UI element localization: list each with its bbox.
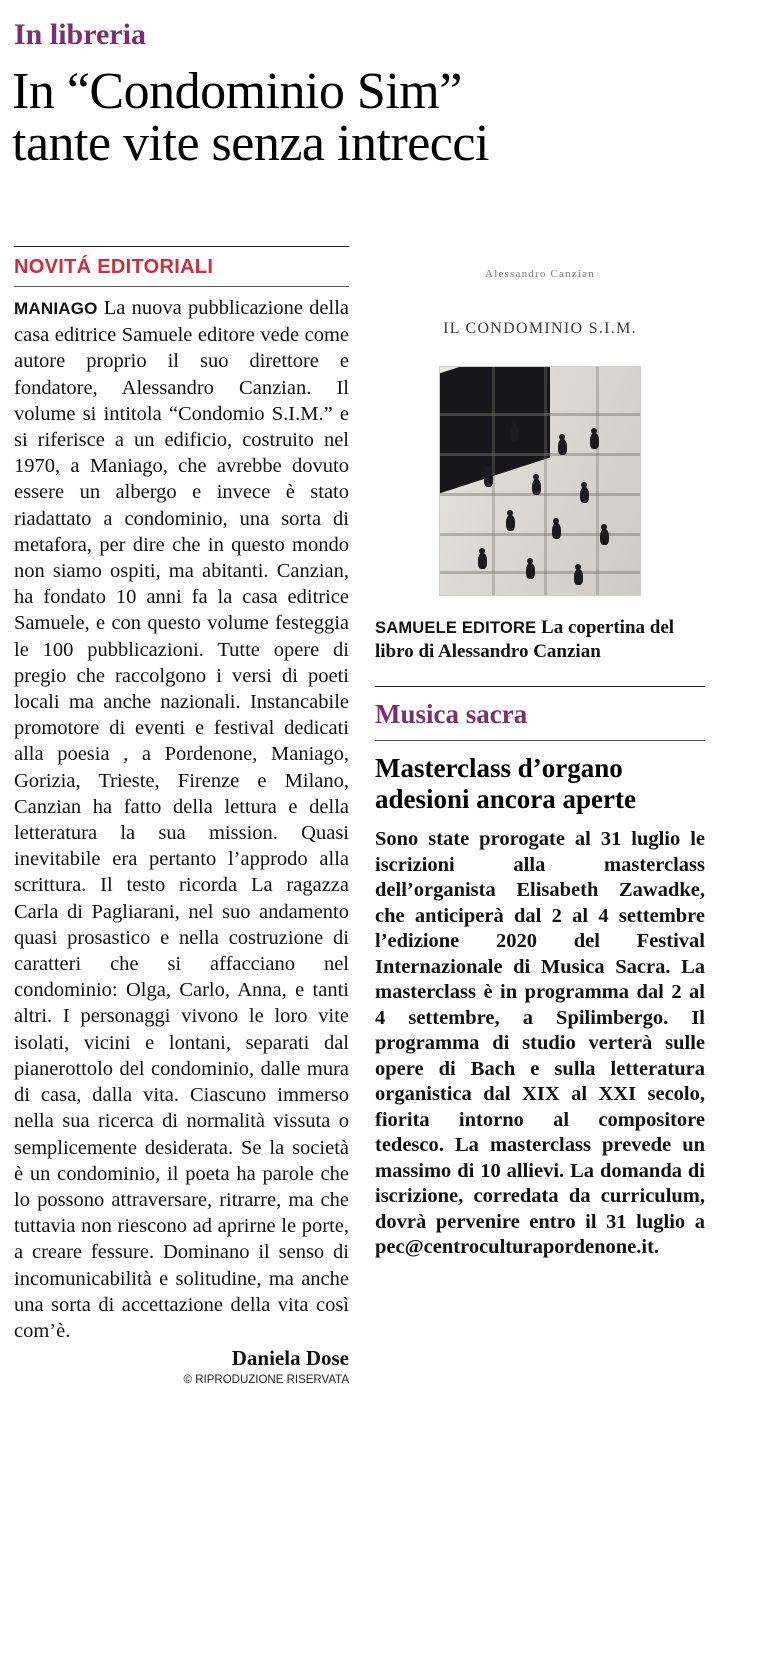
headline-line-2: tante vite senza intrecci [12,115,489,172]
cover-photo-figure [580,487,589,503]
divider-under-secondary-kicker [375,740,705,741]
article-kicker: In libreria [14,18,146,51]
divider-under-section-label [14,286,349,287]
byline: Daniela Dose [231,1346,349,1371]
photo-credit: SAMUELE EDITORE [375,619,537,637]
cover-photo-figure [590,433,599,449]
book-cover-image [375,268,705,596]
right-column [375,246,705,1261]
cover-photo-band [440,571,640,574]
secondary-headline-line-1: Masterclass d’organo [375,753,623,783]
cover-photo-figure [552,523,561,539]
cover-photo-band [440,453,640,456]
cover-photo-figure [510,425,519,441]
secondary-headline-line-2: adesioni ancora aperte [375,784,636,814]
cover-author-text: Alessandro Canzian [485,268,595,280]
headline-line-1: In “Condominio Sim” [12,63,462,120]
cover-photo-figure [526,563,535,579]
cover-photo-band [440,413,640,416]
secondary-kicker: Musica sacra [375,699,528,729]
cover-photo-column [596,367,599,595]
cover-photo-figure [506,515,515,531]
photo-caption-text: La copertina del libro di Alessandro Canzian [375,617,675,662]
article-body-text: La nuova pubblicazione della casa editrice Samuele editore vede come autore proprio il suo direttore e fondatore, Alessandro Canzian. Il volume si intitola “Condomio S.I.M.” e si riferisce a un edificio, costruito nel 1970, a Maniago, che avrebbe dovuto essere un albergo e invece è stato riadattato a condominio, una sorta di metafora, per dire che in questo mondo non siamo ospiti, ma abitanti. Canzian, ha fondato 10 anni fa la casa editrice Samuele, e con questo volume festeggia le 100 pubblicazioni. Tutte opere di pregio che raccolgono i versi di poeti locali ma anche nazionali. Instancabile promotore di eventi e festival dedicati alla poesia , a Pordenone, Maniago, Gorizia, Trieste, Firenze e Milano, Canzian ha fatto della lettura e della letteratura la sua mission. Quasi inevitabile era pertanto l’approdo alla scrittura. Il testo ricorda La ragazza Carla di Pagliarani, nel suo andamento quasi prosastico e nella costruzione di caratteri che si affacciano nel condominio: Olga, Carlo, Anna, e tanti altri. I personaggi vivono le loro vite isolati, vicini e lontani, separati dal pianerottolo del condominio, dalle mura di casa, dalla vita. Ciascuno immerso nella sua ricerca di normalità vissuta o semplicemente desiderata. Se la società è un condominio, il poeta ha parole che lo possono attraversare, ritrarre, ma che tuttavia non riescono ad aprirne le porte, a creare fessure. Dominano il senso di incomunicabilità e solitudine, ma anche una sorta di accettazione della vita così com’è. [14,297,349,1342]
copyright-notice: © RIPRODUZIONE RISERVATA [183,1374,349,1387]
dateline: MANIAGO [14,299,98,318]
cover-photo-figure [600,529,609,545]
page-title [12,63,712,172]
secondary-body: Sono state prorogate al 31 luglio le iscrizioni alla masterclass dell’organista Elisabeth Zawadke, che anticiperà dal 2 al 4 settembre l’edizione 2020 del Festival Internazionale di Musica Sacra. La masterclass è in programma dal 2 al 4 settembre, a Spilimbergo. Il programma di studio verterà sulle opere di Bach e sulla letteratura organistica dal XIX al XXI secolo, fiorita intorno al compositore tedesco. La masterclass prevede un massimo di 10 allievi. La domanda di iscrizione, corredata da curriculum, dovrà pervenire entro il 31 luglio a pec@centroculturapordenone.it. [375,828,705,1258]
cover-photo-figure [478,553,487,569]
cover-photo-column [544,367,547,595]
left-column [14,246,349,1386]
cover-photo-illustration [439,366,641,596]
secondary-headline [375,753,705,815]
cover-photo-figure [484,471,493,487]
photo-caption [375,616,705,664]
section-label: NOVITÁ EDITORIALI [14,256,214,278]
cover-photo-figure [558,439,567,455]
cover-photo-band [440,533,640,536]
cover-photo-figure [532,479,541,495]
cover-photo-figure [574,569,583,585]
article-body [14,295,349,1344]
cover-title-text: IL CONDOMINIO S.I.M. [443,320,637,337]
